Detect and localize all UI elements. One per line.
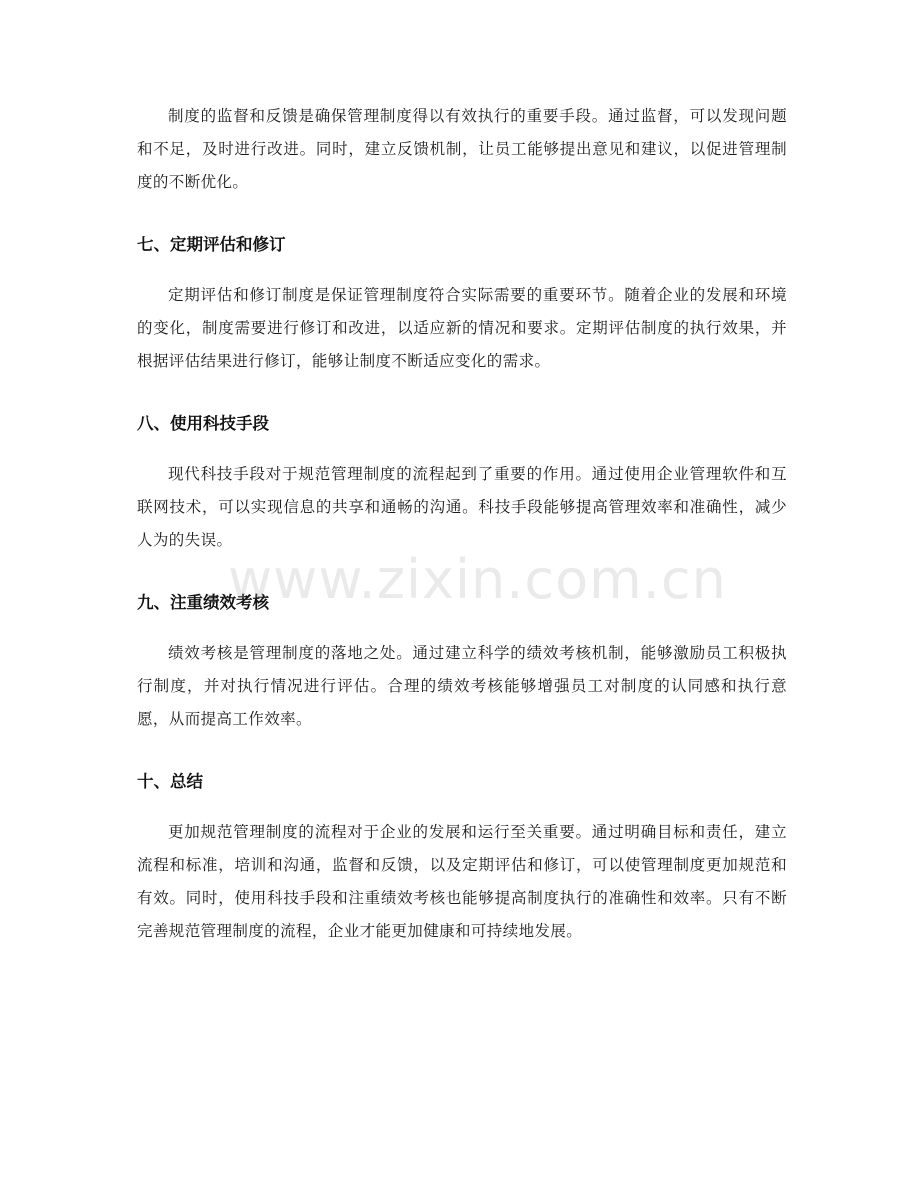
section-heading-7: 七、定期评估和修订 (137, 235, 286, 254)
section-heading-9: 九、注重绩效考核 (137, 593, 269, 612)
section-heading-8: 八、使用科技手段 (137, 414, 269, 433)
section-heading-10: 十、总结 (137, 772, 203, 791)
section-paragraph-7: 定期评估和修订制度是保证管理制度符合实际需要的重要环节。随着企业的发展和环境的变化，制度需要进行修订和改进，以适应新的情况和要求。定期评估制度的执行效果，并根据评估结果进行修订，能够让制度不断适应变化的需求。 (137, 286, 787, 370)
document-body (137, 100, 787, 948)
section-paragraph-8: 现代科技手段对于规范管理制度的流程起到了重要的作用。通过使用企业管理软件和互联网技术，可以实现信息的共享和通畅的沟通。科技手段能够提高管理效率和准确性，减少人为的失误。 (137, 465, 787, 549)
watermark-text: www.zixin.com.cn (228, 548, 727, 611)
intro-paragraph: 制度的监督和反馈是确保管理制度得以有效执行的重要手段。通过监督，可以发现问题和不足，及时进行改进。同时，建立反馈机制，让员工能够提出意见和建议，以促进管理制度的不断优化。 (137, 107, 787, 191)
section-paragraph-9: 绩效考核是管理制度的落地之处。通过建立科学的绩效考核机制，能够激励员工积极执行制度，并对执行情况进行评估。合理的绩效考核能够增强员工对制度的认同感和执行意愿，从而提高工作效率。 (137, 644, 787, 728)
section-paragraph-10: 更加规范管理制度的流程对于企业的发展和运行至关重要。通过明确目标和责任，建立流程和标准，培训和沟通，监督和反馈，以及定期评估和修订，可以使管理制度更加规范和有效。同时，使用科技手段和注重绩效考核也能够提高制度执行的准确性和效率。只有不断完善规范管理制度的流程，企业才能更加健康和可持续地发展。 (137, 823, 787, 940)
